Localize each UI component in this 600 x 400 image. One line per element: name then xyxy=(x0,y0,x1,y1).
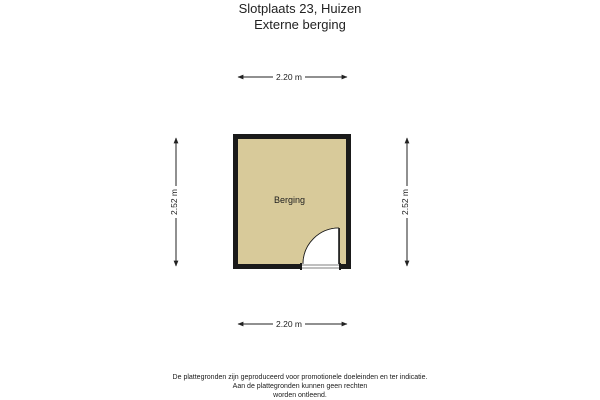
door-opening xyxy=(302,263,339,270)
room-label-berging: Berging xyxy=(274,195,306,205)
right-dimension-label: 2.52 m xyxy=(400,186,410,218)
disclaimer-line-2: Aan de plattegronden kunnen geen rechten xyxy=(232,383,368,390)
disclaimer-line-3: worden ontleend. xyxy=(273,392,327,399)
bottom-dimension-label: 2.20 m xyxy=(273,319,305,329)
address-title: Slotplaats 23, Huizen xyxy=(238,1,362,16)
door-jamb-left xyxy=(300,263,302,270)
top-dimension-label: 2.20 m xyxy=(273,72,305,82)
floor-subtitle: Externe berging xyxy=(254,17,346,32)
disclaimer-line-1: De plattegronden zijn geproduceerd voor promotionele doeleinden en ter indicatie. xyxy=(172,374,428,381)
left-dimension-label: 2.52 m xyxy=(169,186,179,218)
door-jamb-right xyxy=(339,263,341,270)
